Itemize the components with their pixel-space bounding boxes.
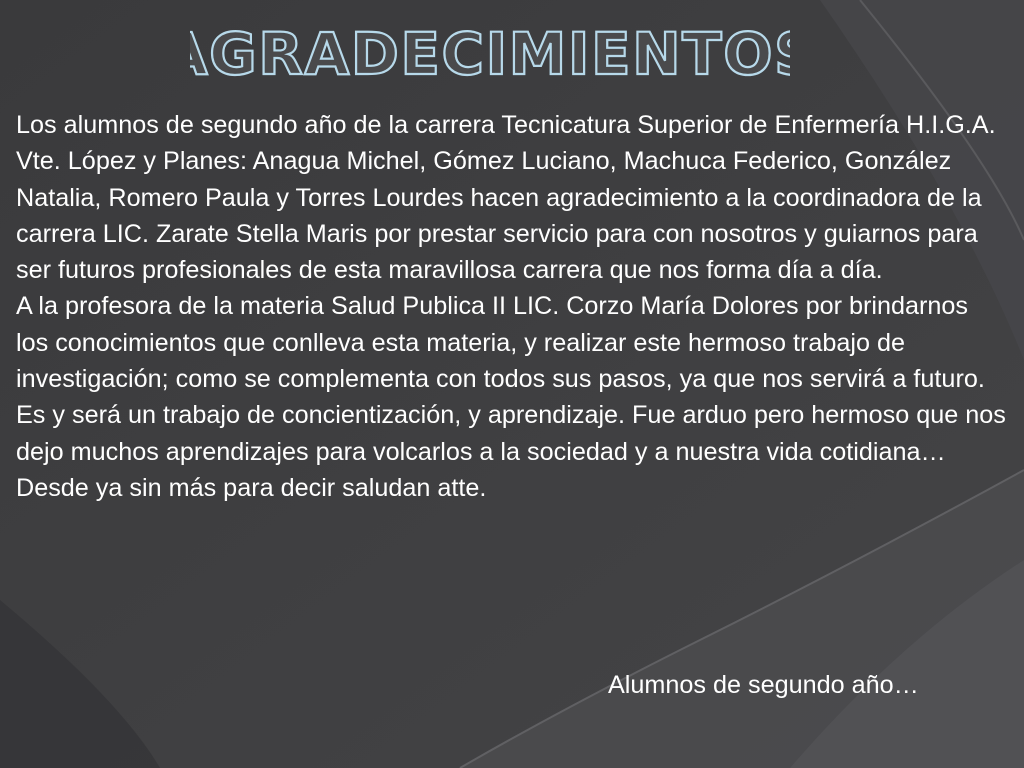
acknowledgements-body bbox=[16, 107, 1006, 506]
paragraph-coordinator: Los alumnos de segundo año de la carrera Tecnicatura Superior de Enfermería H.I.G.A. Vte. López y Planes: Anagua Michel, Gómez Luciano, Machuca Federico, González Natalia, Romero Paula y Torres Lourdes hacen agradecimiento a la coordinadora de la carrera LIC. Zarate Stella Maris por prestar servicio para con nosotros y guiarnos para ser futuros profesionales de esta maravillosa carrera que nos forma día a día. bbox=[16, 111, 996, 285]
paragraph-closing: Desde ya sin más para decir saludan atte. bbox=[16, 473, 487, 502]
slide-title-text: AGRADECIMIENTOS bbox=[190, 20, 790, 88]
signature: Alumnos de segundo año… bbox=[608, 671, 919, 699]
paragraph-professor: A la profesora de la materia Salud Publica II LIC. Corzo María Dolores por brindarnos los conocimientos que conlleva esta materia, y realizar este hermoso trabajo de investigación; como se complementa con todos sus pasos, ya que nos servirá a futuro. Es y será un trabajo de concientización, y aprendizaje. Fue arduo pero hermoso que nos dejo muchos aprendizajes para volcarlos a la sociedad y a nuestra vida cotidiana… bbox=[16, 292, 1006, 466]
slide-title bbox=[190, 12, 790, 90]
